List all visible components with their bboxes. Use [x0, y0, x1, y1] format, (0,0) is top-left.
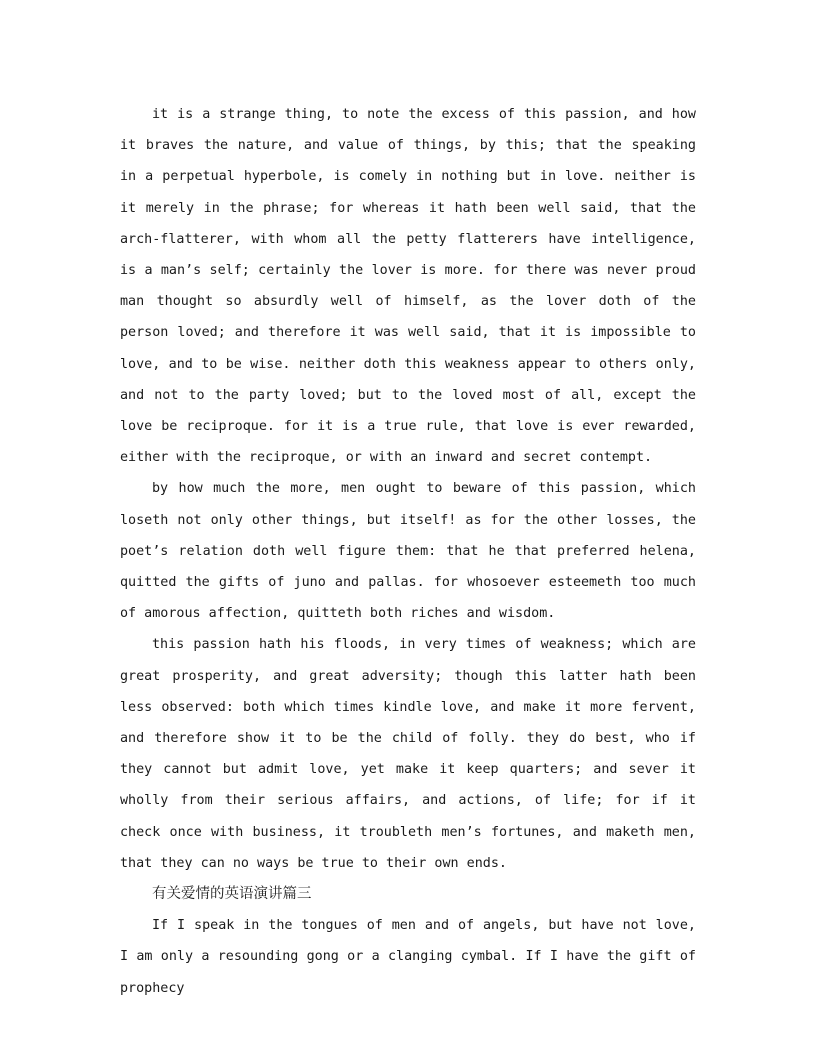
paragraph-excess-of-passion: it is a strange thing, to note the excess of this passion, and how it braves the nature, and value of things, by this; that the speaking in a perpetual hyperbole, is comely in nothing but in love. neither is it merely in the phrase; for whereas it hath been well said, that the arch-flatterer, with whom all the petty flatterers have intelligence, is a man’s self; certainly the lover is more. for there was never proud man thought so absurdly well of himself, as the lover doth of the person loved; and therefore it was well said, that it is impossible to love, and to be wise. neither doth this weakness appear to others only, and not to the party loved; but to the loved most of all, except the love be reciproque. for it is a true rule, that love is ever rewarded, either with the reciproque, or with an inward and secret contempt. — [120, 107, 696, 466]
section-heading: 有关爱情的英语演讲篇三 — [152, 886, 312, 903]
document-page — [120, 99, 696, 1004]
paragraph-tongues-of-men: If I speak in the tongues of men and of angels, but have not love, I am only a resounding gong or a clanging cymbal. If I have the gift of prophecy — [120, 918, 696, 996]
paragraph-beware-of-passion: by how much the more, men ought to beware of this passion, which loseth not only other things, but itself! as for the other losses, the poet’s relation doth well figure them: that he that preferred helena, quitted the gifts of juno and pallas. for whosoever esteemeth too much of amorous affection, quitteth both riches and wisdom. — [120, 481, 696, 622]
paragraph-passion-floods: this passion hath his floods, in very times of weakness; which are great prosperity, and great adversity; though this latter hath been less observed: both which times kindle love, and make it more fervent, and therefore show it to be the child of folly. they do best, who if they cannot but admit love, yet make it keep quarters; and sever it wholly from their serious affairs, and actions, of life; for if it check once with business, it troubleth men’s fortunes, and maketh men, that they can no ways be true to their own ends. — [120, 637, 696, 871]
